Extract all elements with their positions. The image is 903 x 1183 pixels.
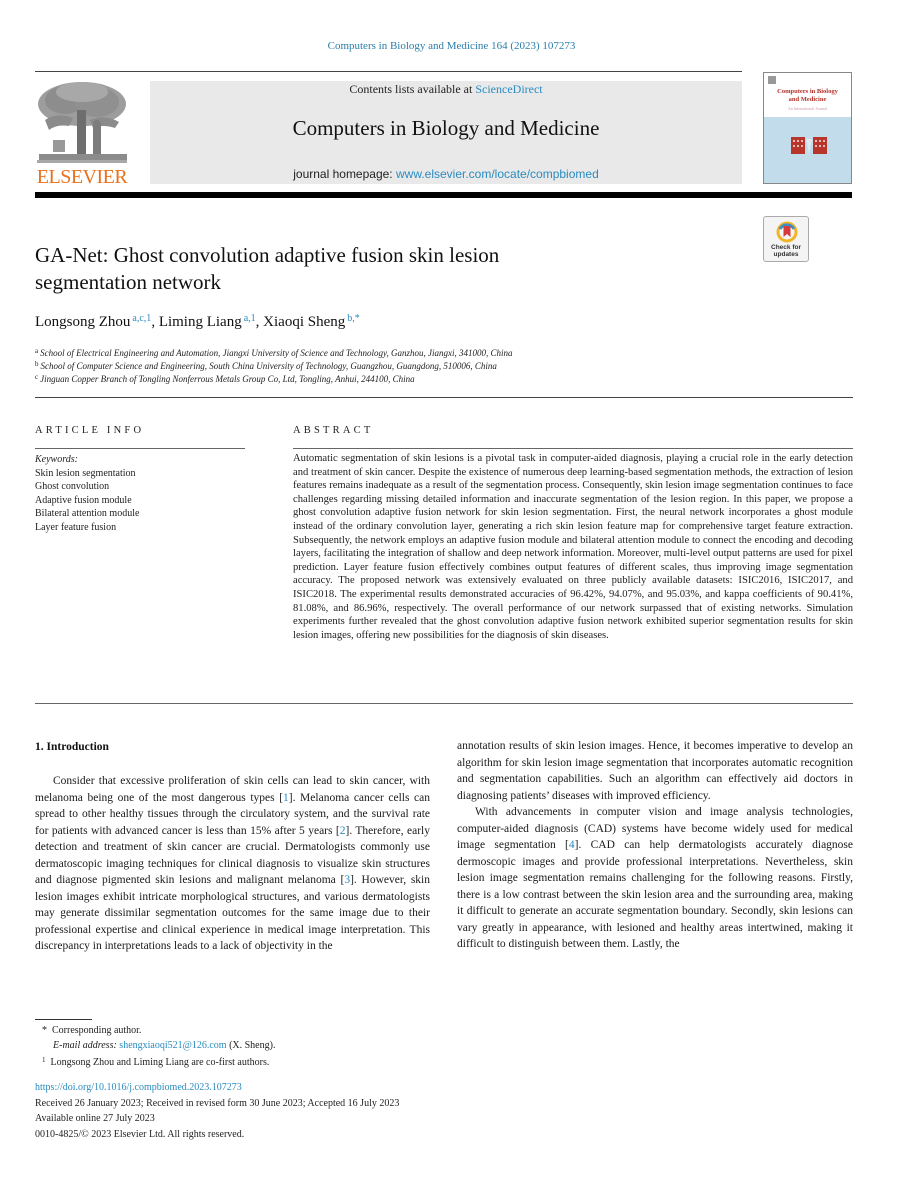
check-for-updates-button[interactable] [763, 216, 809, 262]
check-updates-line1: Check for [771, 244, 801, 251]
copyright: 0010-4825/© 2023 Elsevier Ltd. All rights reserved. [35, 1128, 245, 1140]
author-affiliation-marker[interactable]: a,c,1 [132, 313, 152, 324]
author-name[interactable]: Xiaoqi Sheng [263, 314, 346, 330]
article-metadata [35, 1080, 399, 1142]
footnote-text: Corresponding author. [52, 1025, 142, 1036]
footnote-marker: 1 [42, 1056, 46, 1064]
article-title [35, 242, 735, 296]
cover-title-line2: and Medicine [788, 95, 827, 103]
cover-title-line1: Computers in Biology [777, 88, 838, 95]
abstract-text: Automatic segmentation of skin lesions is a pivotal task in computer-aided diagnosis, playing a crucial role in the early detection and treatment of skin cancer. Despite the existence of numerous deep learning-based segmentation methods, the extraction of lesion features remains inadequate as a result of the segmentation process. Consequently, skin lesion image segmentation continues to face challenges regarding missing detailed information and inaccurate segmentation of the lesion region. In this paper, we propose a ghost convolution adaptive fusion network for skin lesion segmentation. First, the neural network incorporates a ghost module instead of the ordinary convolution layer, generating a rich skin lesion feature map for comprehensive target feature extraction. Subsequently, the network employs an adaptive fusion module and bilateral attention module to connect the encoding and decoding layers, facilitating the integration of shallow and deep network information. Moreover, multi-level output patterns are used for pixel prediction. Layer feature fusion effectively combines output features of different scales, thus improving image segmentation accuracy. The proposed network was extensively evaluated on three publicly available datasets: ISIC2016, ISIC2017, and ISIC2018. The experimental results demonstrated accuracies of 96.42%, 94.07%, and 95.03%, and kappa coefficients of 90.41%, 81.08%, and 86.96%, respectively. The overall performance of our network surpassed that of existing networks. Simulation experiments further revealed that the ghost convolution adaptive fusion network exhibited superior segmentation results for skin lesion images, offering new possibilities for the diagnosis of skin diseases. [293, 453, 853, 641]
keyword: Adaptive fusion module [35, 494, 132, 506]
footnote-text: Longsong Zhou and Liming Liang are co-first authors. [50, 1057, 270, 1068]
keywords-block [35, 453, 139, 534]
cover-artwork-icon [789, 135, 829, 155]
author-name[interactable]: Longsong Zhou [35, 314, 131, 330]
section-heading-introduction: 1. Introduction [35, 741, 109, 753]
citation-link[interactable]: 4 [568, 839, 575, 851]
body-column-right [457, 738, 853, 953]
affiliations-rule [35, 397, 853, 398]
cover-title [764, 88, 851, 103]
body-paragraph [457, 804, 853, 953]
journal-cover-thumbnail[interactable] [763, 72, 852, 184]
cover-top [764, 73, 851, 117]
affiliation [35, 347, 513, 358]
affiliation-key: b [35, 360, 39, 368]
sciencedirect-link[interactable]: ScienceDirect [475, 82, 543, 96]
author-list [35, 313, 360, 331]
article-info-rule [35, 448, 245, 449]
keywords-label: Keywords: [35, 454, 78, 465]
check-updates-icon [776, 221, 798, 243]
affiliation [35, 373, 415, 384]
journal-banner [150, 81, 742, 184]
affiliation-text: School of Computer Science and Engineering, South China University of Technology, Guangzhou, Guangdong, 510006, China [40, 361, 497, 371]
keyword: Ghost convolution [35, 481, 110, 492]
check-updates-line2: updates [773, 251, 799, 258]
affiliation-text: Jinguan Copper Branch of Tongling Nonferrous Metals Group Co, Ltd, Tongling, Anhui, 244100, China [40, 374, 415, 384]
citation-link[interactable]: 2 [339, 824, 346, 837]
author-separator: , [151, 314, 159, 330]
abstract-end-rule [35, 703, 853, 704]
contents-prefix: Contents lists available at [349, 82, 476, 96]
header-thick-rule [35, 192, 852, 198]
body-text: ]. Melanoma cancer cells can spread to other healthy tissues through the circulatory system, and the survival rate for patients with advanced cancer is less than 15% after 5 years [ [35, 791, 430, 837]
body-text: ]. CAD can help dermatologists accurately diagnose dermoscopic images and provide professional interpretations. Nevertheless, skin lesion image segmentation remains challenging for the following reasons. Firstly, there is a low contrast between the skin lesion area and the surrounding area, making it difficult to generate an accurate segmentation boundary. Secondly, skin lesions can vary greatly in appearance, with lesioned and healthy areas intertwined, making it difficult to distinguish between them. Lastly, the [457, 839, 854, 950]
keyword: Layer feature fusion [35, 521, 117, 533]
author-affiliation-marker[interactable]: a,1 [243, 313, 256, 324]
keyword: Bilateral attention module [35, 508, 140, 519]
cover-subtitle: An International Journal [787, 106, 828, 111]
body-column-left [35, 773, 430, 955]
footnote-corresponding [42, 1023, 275, 1038]
footnote-email [42, 1038, 275, 1053]
affiliation-key: a [35, 347, 39, 355]
elsevier-tree-icon [35, 80, 129, 166]
abstract-rule [293, 448, 853, 449]
keyword: Skin lesion segmentation [35, 467, 136, 479]
body-text: ]. Therefore, early detection and treatment of skin cancer are crucial. Dermatologists commonly use dermatoscopic imaging techniques for clinical diagnosis to visualize skin structures and diagnose pigmented skin lesions and malignant melanoma [ [35, 824, 430, 886]
author-name[interactable]: Liming Liang [158, 314, 242, 330]
abstract-heading: ABSTRACT [293, 425, 374, 436]
citation-link[interactable]: 1 [283, 791, 289, 804]
elsevier-logo[interactable] [32, 80, 132, 190]
affiliation-text: School of Electrical Engineering and Automation, Jiangxi University of Science and Technology, Ganzhou, Jiangxi, 341000, China [40, 348, 513, 358]
citation-link[interactable]: 3 [344, 874, 351, 886]
email-link[interactable]: shengxiaoqi521@126.com [119, 1040, 227, 1051]
footnote-marker: * [42, 1025, 47, 1036]
check-updates-label [764, 244, 808, 258]
email-label: E-mail address: [53, 1040, 120, 1051]
article-title-line1: GA-Net: Ghost convolution adaptive fusion skin lesion [35, 243, 500, 267]
journal-title: Computers in Biology and Medicine [292, 116, 600, 140]
body-text: With advancements in computer vision and image analysis technologies, computer-aided diagnosis (CAD) systems have become widely used for medical image segmentation [ [457, 806, 853, 851]
email-suffix: (X. Sheng). [226, 1040, 276, 1051]
elsevier-wordmark: ELSEVIER [36, 166, 128, 188]
homepage-prefix: journal homepage: [293, 167, 396, 181]
running-head[interactable]: Computers in Biology and Medicine 164 (2023) 107273 [327, 40, 576, 52]
affiliation-key: c [35, 373, 39, 381]
doi-link[interactable]: https://doi.org/10.1016/j.compbiomed.2023.107273 [35, 1082, 242, 1093]
available-online: Available online 27 July 2023 [35, 1113, 155, 1124]
body-paragraph [457, 738, 853, 804]
journal-homepage-link[interactable]: www.elsevier.com/locate/compbiomed [395, 167, 599, 181]
body-text: annotation results of skin lesion images. Hence, it becomes imperative to develop an algorithm for skin lesion image segmentation that incorporates automatic recognition and segmentation capabilities. Such an algorithm can effectively aid doctors in diagnosing patients’ diseases with improved efficiency. [457, 740, 853, 802]
header-top-rule [35, 71, 742, 72]
article-title-line2: segmentation network [35, 270, 222, 294]
contents-line [150, 82, 742, 97]
footnote-cofirst [42, 1053, 275, 1070]
body-text: Consider that excessive proliferation of skin cells can lead to skin cancer, with melanoma being one of the most dangerous types [ [35, 775, 430, 804]
footnotes [42, 1023, 275, 1070]
body-paragraph [35, 773, 430, 955]
article-history: Received 26 January 2023; Received in revised form 30 June 2023; Accepted 16 July 2023 [35, 1097, 400, 1109]
body-text: ]. However, skin lesion images exhibit intricate morphological structures, and various dermatologists may generate dissimilar segmentation outcomes for the same image due to their professional expertise and clinical experience in medical image interpretation. This discrepancy in interpretations leads to a lack of objectivity in the [35, 874, 430, 952]
article-info-heading: ARTICLE INFO [35, 425, 145, 436]
author-separator: , [255, 314, 264, 330]
author-affiliation-marker[interactable]: b,* [347, 313, 360, 324]
cover-logo-icon [768, 76, 776, 84]
homepage-line [150, 167, 742, 181]
footnote-rule [35, 1019, 92, 1020]
affiliation [35, 360, 497, 371]
